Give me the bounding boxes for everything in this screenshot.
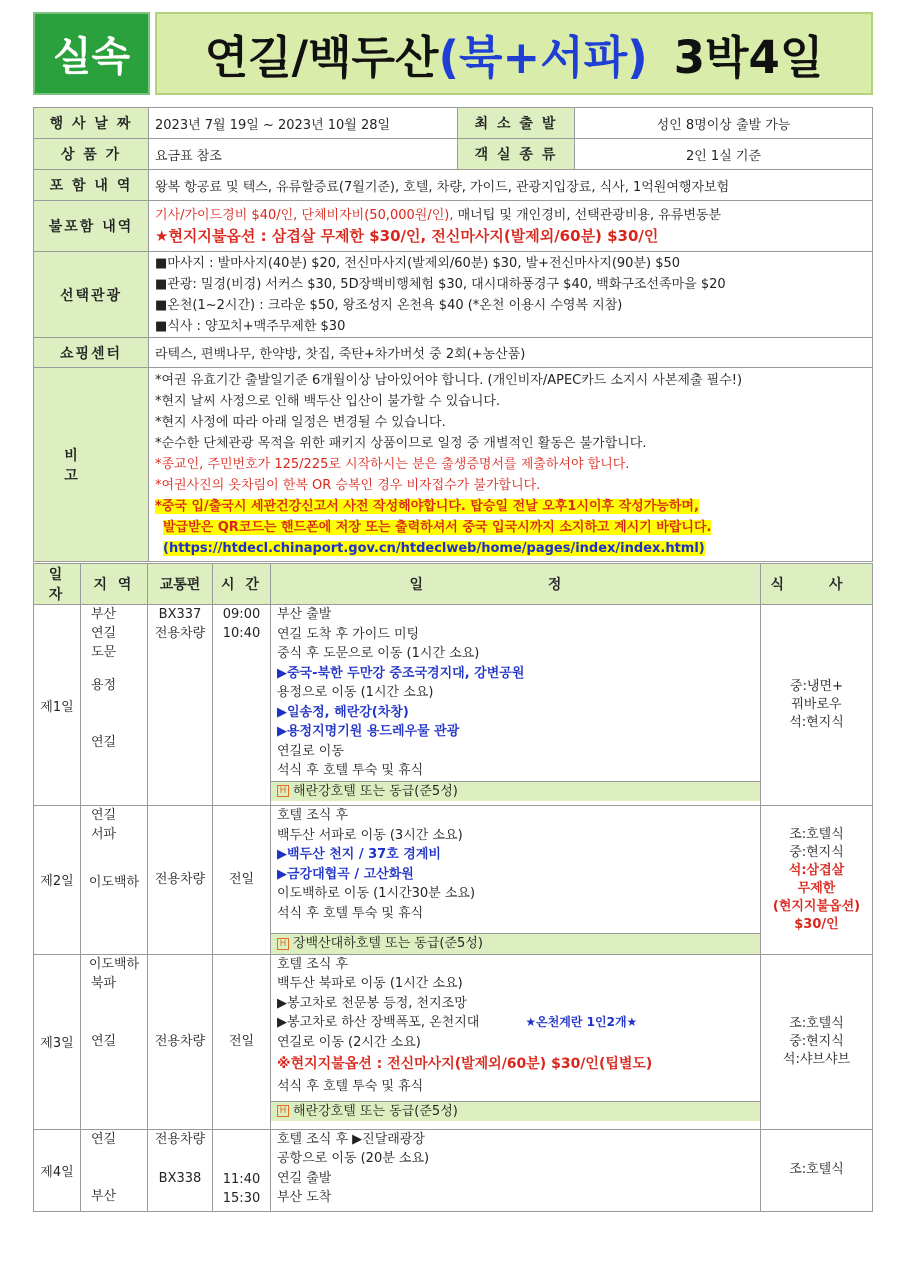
itinerary-line: 연길 도착 후 가이드 미팅 <box>277 626 420 642</box>
day-itinerary <box>271 806 761 955</box>
itinerary-line: 호텔 조식 후 <box>277 808 349 823</box>
optional-label: 선택관광 <box>34 252 149 338</box>
hotel-icon: H <box>277 785 289 797</box>
meal-line: 꿔바로우 <box>791 697 842 712</box>
itinerary-line: 부산 출발 <box>277 607 332 622</box>
day-itinerary <box>271 1129 761 1211</box>
city: 도문 <box>91 645 117 660</box>
schedule-header-row <box>34 564 873 605</box>
day-transport <box>148 1129 213 1211</box>
hotel-icon: H <box>277 1105 289 1117</box>
optional-line: ■관광: 밀경(비경) 서커스 $30, 5D장백비행체험 $30, 대시대하풍경구 $40, 백화구조선족마을 $20 <box>155 276 726 292</box>
price-value: 요금표 참조 <box>149 139 458 170</box>
city: 연길 <box>91 1131 117 1147</box>
day-row <box>34 806 873 955</box>
day-cities <box>81 605 148 806</box>
hotel-name: 장백산대하호텔 또는 동급(준5성) <box>293 936 483 951</box>
city: 용정 <box>91 678 117 693</box>
exclude-value <box>149 201 873 252</box>
city: 부산 <box>91 607 117 622</box>
day-transport <box>148 806 213 955</box>
schedule-table <box>33 563 873 1212</box>
remark-line: *종교인, 주민번호가 125/225로 시작하시는 분은 출생증명서를 제출하셔야 합니다. <box>155 457 630 472</box>
remark-line: *순수한 단체관광 목적을 위한 패키지 상품이므로 일정 중 개별적인 활동은 불가합니다. <box>155 436 647 451</box>
itinerary-highlight: ▶용정지명기원 용드레우물 관광 <box>277 724 460 739</box>
meal-line: 석:샤브샤브 <box>782 1051 851 1067</box>
itinerary-option: ※현지지불옵션 : 전신마사지(발제외/60분) $30/인(팁별도) <box>277 1056 653 1072</box>
city: 서파 <box>91 827 117 842</box>
transport: BX338 <box>158 1170 202 1186</box>
remark-line: *현지 날씨 사정으로 인해 백두산 입산이 불가할 수 있습니다. <box>155 394 501 409</box>
day-times <box>213 1129 271 1211</box>
day-itinerary <box>271 954 761 1129</box>
optional-line: ■식사 : 양꼬치+맥주무제한 $30 <box>155 318 346 334</box>
page-title <box>155 12 873 95</box>
itinerary-line: 연길로 이동 (2시간 소요) <box>277 1034 421 1050</box>
optional-line: ■마사지 : 발마사지(40분) $20, 전신마사지(발제외/60분) $30, 발+전신마사지(90분) $50 <box>155 255 681 271</box>
day-meals <box>761 1129 873 1211</box>
time: 전일 <box>228 1034 255 1049</box>
include-value: 왕복 항공료 및 텍스, 유류할증료(7월기준), 호텔, 차량, 가이드, 관광지입장료, 식사, 1억원여행자보험 <box>149 170 873 201</box>
itinerary-line: ▶봉고차로 천문봉 등정, 천지조망 <box>277 995 467 1011</box>
itinerary-line: 이도백하로 이동 (1시간30분 소요) <box>277 886 476 901</box>
col-itinerary: 일 정 <box>271 564 761 605</box>
meal-line: 중:현지식 <box>789 844 844 860</box>
hotel-row <box>271 781 760 802</box>
itinerary-line: 석식 후 호텔 투숙 및 휴식 <box>277 763 424 778</box>
time: 전일 <box>228 872 255 888</box>
time: 15:30 <box>222 1190 261 1206</box>
info-table <box>33 107 873 562</box>
badge-label: 실속 <box>33 12 150 95</box>
itinerary-text: ▶봉고차로 하산 장백폭포, 온천지대 <box>277 1015 480 1030</box>
title-main: 연길/백두산 <box>204 31 439 84</box>
hotel-name: 해란강호텔 또는 동급(준5성) <box>293 1103 458 1119</box>
include-label: 포 함 내 역 <box>34 170 149 201</box>
day-meals <box>761 605 873 806</box>
itinerary-line: 부산 도착 <box>277 1190 332 1205</box>
itinerary-line: 용정으로 이동 (1시간 소요) <box>277 685 434 700</box>
day-times <box>213 954 271 1129</box>
meal-line: $30/인 <box>794 916 839 932</box>
city: 연길 <box>91 808 117 823</box>
day-cities <box>81 806 148 955</box>
col-transport: 교통편 <box>148 564 213 605</box>
meal-line: 석:현지식 <box>789 715 844 730</box>
transport: 전용차량 <box>154 1131 206 1147</box>
price-label: 상 품 가 <box>34 139 149 170</box>
itinerary-line: 중식 후 도문으로 이동 (1시간 소요) <box>277 646 480 661</box>
itinerary-highlight: ▶백두산 천지 / 37호 경계비 <box>277 847 441 862</box>
col-meal: 식 사 <box>761 564 873 605</box>
col-region: 지 역 <box>81 564 148 605</box>
itinerary-highlight: ▶중국-북한 두만강 중조국경지대, 강변공원 <box>277 665 525 681</box>
dates-label: 행 사 날 짜 <box>34 108 149 139</box>
exclude-label: 불포함 내역 <box>34 201 149 252</box>
day-label: 제1일 <box>34 605 81 806</box>
exclude-line1-red: 기사/가이드경비 $40/인, 단체비자비(50,000원/인), <box>155 208 454 223</box>
city: 북파 <box>91 975 117 991</box>
itinerary-text: 호텔 조식 후 ▶진달래광장 <box>277 1131 425 1147</box>
remark-line: *현지 사정에 따라 아래 일정은 변경될 수 있습니다. <box>155 415 446 430</box>
room-value: 2인 1실 기준 <box>575 139 873 170</box>
itinerary-line <box>271 1130 760 1150</box>
shopping-value: 라텍스, 편백나무, 한약방, 찻집, 죽탄+차가버섯 중 2회(+농산품) <box>149 338 873 368</box>
city: 부산 <box>91 1188 117 1204</box>
itinerary-line: 석식 후 호텔 투숙 및 휴식 <box>277 1079 424 1094</box>
meal-line: 무제한 <box>797 880 836 896</box>
optional-line: ■온천(1~2시간) : 크라운 $50, 왕조성지 온천욕 $40 (*온천 이용시 수영복 지참) <box>155 297 623 313</box>
day-times <box>213 605 271 806</box>
transport: 전용차량 <box>154 626 206 641</box>
itinerary-line: 백두산 서파로 이동 (3시간 소요) <box>277 827 463 843</box>
optional-value <box>149 252 873 338</box>
hotel-icon: H <box>277 938 289 950</box>
transport: 전용차량 <box>154 1034 206 1049</box>
meal-line: 석:삼겹살 <box>788 862 845 878</box>
itinerary-highlight: ▶금강대협곡 / 고산화원 <box>277 866 414 882</box>
meal-line: 중:현지식 <box>789 1033 844 1049</box>
title-paren: (북+서파) <box>438 31 648 84</box>
shopping-label: 쇼핑센터 <box>34 338 149 368</box>
itinerary-highlight: ▶일송정, 해란강(차창) <box>277 704 409 720</box>
itinerary-line: 공항으로 이동 (20분 소요) <box>277 1151 430 1166</box>
day-transport <box>148 954 213 1129</box>
itinerary-line: 연길로 이동 <box>277 743 344 759</box>
day-meals <box>761 806 873 955</box>
remark-line: *여권 유효기간 출발일기준 6개월이상 남아있어야 합니다. (개인비자/APEC카드 소지시 사본제출 필수!) <box>155 373 743 388</box>
itinerary-line: 백두산 북파로 이동 (1시간 소요) <box>277 976 463 991</box>
itinerary-line: 호텔 조식 후 <box>277 956 349 972</box>
room-label: 객 실 종 류 <box>458 139 575 170</box>
title-banner <box>33 12 873 95</box>
meal-line: 조:호텔식 <box>789 1015 844 1031</box>
day-label: 제4일 <box>34 1129 81 1211</box>
time: 10:40 <box>222 626 261 641</box>
day-row <box>34 1129 873 1211</box>
min-label: 최 소 출 발 <box>458 108 575 139</box>
customs-link[interactable]: (https://htdecl.chinaport.gov.cn/htdeclweb/home/pages/index/index.html) <box>163 541 705 556</box>
time: 09:00 <box>222 607 261 622</box>
exclude-line2: ★현지지불옵션 : 삼겹살 무제한 $30/인, 전신마사지(발제외/60분) $30/인 <box>155 227 659 245</box>
city: 이도백하 <box>88 875 140 890</box>
itinerary-line: 연길 출발 <box>277 1170 332 1186</box>
title-duration: 3박4일 <box>673 31 824 84</box>
dates-value: 2023년 7월 19일 ~ 2023년 10월 28일 <box>149 108 458 139</box>
meal-line: 조:호텔식 <box>789 826 844 842</box>
remark-highlight: *중국 입/출국시 세관건강신고서 사전 작성해야합니다. 탑승일 전날 오후1시이후 작성가능하며, <box>155 499 699 514</box>
onsen-note: ★온천계란 1인2개★ <box>525 1015 638 1029</box>
time: 11:40 <box>222 1171 261 1187</box>
city: 연길 <box>91 626 117 641</box>
meal-line: (현지지불옵션) <box>772 898 861 914</box>
itinerary-line: 석식 후 호텔 투숙 및 휴식 <box>277 905 424 921</box>
hotel-row <box>271 933 760 954</box>
hotel-row <box>271 1101 760 1122</box>
city: 연길 <box>91 1033 117 1049</box>
city: 연길 <box>91 735 117 750</box>
meal-line: 중:냉면+ <box>790 679 843 694</box>
day-meals <box>761 954 873 1129</box>
day-row <box>34 605 873 806</box>
col-time: 시 간 <box>213 564 271 605</box>
col-day: 일 자 <box>34 564 81 605</box>
remarks-value <box>149 368 873 562</box>
transport: BX337 <box>158 607 202 622</box>
remark-highlight: 발급받은 QR코드는 핸드폰에 저장 또는 출력하셔서 중국 입국시까지 소지하고 계시기 바랍니다. <box>163 520 712 535</box>
day-times <box>213 806 271 955</box>
day-itinerary <box>271 605 761 806</box>
itinerary-line <box>271 1013 760 1033</box>
transport: 전용차량 <box>154 872 206 888</box>
day-label: 제2일 <box>34 806 81 955</box>
min-value: 성인 8명이상 출발 가능 <box>575 108 873 139</box>
remark-line: *여권사진의 옷차림이 한복 OR 승복인 경우 비자접수가 불가합니다. <box>155 478 541 493</box>
hotel-name: 해란강호텔 또는 동급(준5성) <box>293 783 458 799</box>
day-row <box>34 954 873 1129</box>
exclude-line1-rest: 매너팁 및 개인경비, 선택관광비용, 유류변동분 <box>453 208 722 223</box>
remarks-label: 비 고 <box>34 368 149 562</box>
day-cities <box>81 1129 148 1211</box>
day-transport <box>148 605 213 806</box>
meal-line: 조:호텔식 <box>789 1162 844 1177</box>
day-label: 제3일 <box>34 954 81 1129</box>
day-cities <box>81 954 148 1129</box>
city: 이도백하 <box>88 956 140 972</box>
